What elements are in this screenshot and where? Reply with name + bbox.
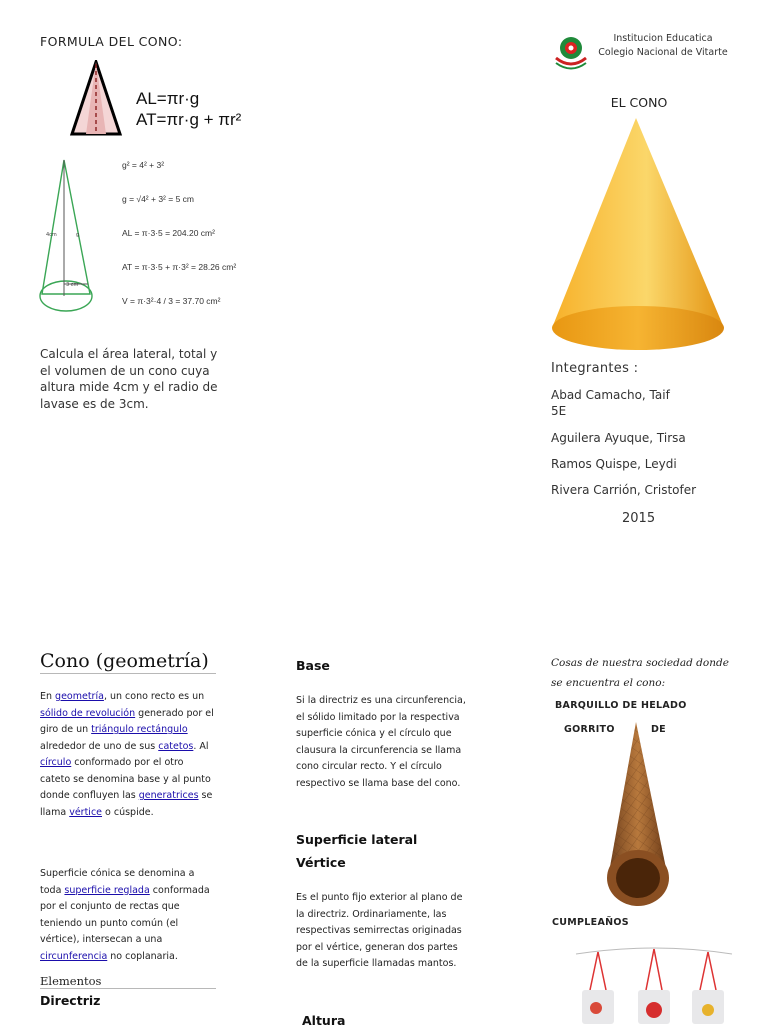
team-heading: Integrantes : — [551, 361, 639, 376]
link-solido-de-revolucion[interactable]: sólido de revolución — [40, 707, 136, 719]
article-paragraph-1 — [40, 689, 216, 821]
school-name — [594, 32, 732, 60]
member-1-grade: 5E — [551, 404, 567, 418]
hat-label-part1: GORRITO — [564, 724, 615, 735]
total-area-formula: AT=πr·g + πr² — [136, 110, 242, 129]
link-generatrices[interactable]: generatrices — [138, 790, 199, 801]
member-3: Ramos Quispe, Leydi — [551, 457, 677, 471]
icecream-label: BARQUILLO DE HELADO — [555, 700, 687, 711]
example-line-4: AT = π·3·5 + π·3² = 28.26 cm² — [122, 262, 237, 272]
problem-text: Calcula el área lateral, total y el volumen de un cono cuya altura mide 4cm y el radio de lavase es de 3cm. — [40, 347, 218, 411]
p1-text: , un cono recto es un — [103, 691, 205, 702]
p2-text: Superficie cónica se denomina a toda — [40, 868, 195, 896]
birthday-hats-icon — [574, 946, 734, 1024]
link-triangulo-rectangulo[interactable]: triángulo rectángulo — [91, 724, 188, 735]
p1-text: . Al — [193, 740, 209, 752]
slant-label: g — [76, 232, 80, 238]
link-circulo[interactable]: círculo — [40, 757, 72, 768]
elements-heading: Elementos — [40, 974, 216, 989]
p1-text: se llama — [40, 790, 213, 818]
worked-example — [122, 148, 236, 318]
member-4: Rivera Carrión, Cristofer — [551, 483, 697, 497]
height-label: 4cm — [46, 232, 57, 238]
link-geometria[interactable]: geometría — [55, 691, 104, 702]
lateral-area-formula: AL=πr·g — [136, 89, 200, 108]
ice-cream-cone-icon — [604, 718, 674, 910]
vertex-text: Es el punto fijo exterior al plano de la directriz. Ordinariamente, las respectivas semirrectas originadas por el vértice, generan dos partes de la superficie llamadas mantos. — [296, 892, 463, 969]
p1-text: o cúspide. — [102, 806, 154, 818]
p1-text: generado por el giro de un — [40, 707, 214, 735]
article-title: Cono (geometría) — [40, 650, 216, 674]
hat-label-part3: CUMPLEAÑOS — [552, 917, 629, 928]
link-superficie-reglada[interactable]: superficie reglada — [64, 884, 150, 896]
year: 2015 — [622, 511, 656, 526]
p2-text: conformada por el conjunto de rectas que teniendo un punto común (el vértice), intersecan a una — [40, 884, 210, 945]
example-line-5: V = π·3²·4 / 3 = 37.70 cm² — [122, 296, 221, 306]
orange-cone-icon — [548, 114, 732, 354]
directriz-heading: Directriz — [40, 993, 101, 1008]
member-2: Aguilera Ayuque, Tirsa — [551, 431, 686, 445]
society-text: Cosas de nuestra sociedad donde se encuentra el cono: — [551, 657, 729, 689]
example-line-3: AL = π·3·5 = 204.20 cm² — [122, 228, 215, 238]
formula-title: FORMULA DEL CONO: — [40, 34, 183, 49]
vertex-heading: Vértice — [296, 855, 346, 870]
cone-title: EL CONO — [610, 95, 668, 110]
lateral-heading: Superficie lateral — [296, 832, 418, 847]
member-1: Abad Camacho, Taif — [551, 388, 670, 402]
example-line-2: g = √4² + 3² = 5 cm — [122, 194, 194, 204]
hat-label-part2: DE — [651, 724, 666, 735]
p2-text: no coplanaria. — [107, 950, 178, 962]
p1-text: En — [40, 691, 56, 702]
article-paragraph-2 — [40, 866, 216, 965]
small-cone-icon — [68, 60, 128, 136]
link-circunferencia[interactable]: circunferencia — [40, 950, 108, 962]
base-heading: Base — [296, 658, 330, 673]
link-vertice[interactable]: vértice — [69, 806, 103, 818]
p1-text: alrededor de uno de sus — [40, 740, 159, 752]
school-line-1: Institucion Educatica — [613, 33, 713, 44]
school-logo-icon — [552, 34, 590, 70]
radius-label: 3 cm — [66, 282, 79, 288]
example-line-1: g² = 4² + 3² — [122, 160, 165, 170]
school-line-2: Colegio Nacional de Vitarte — [598, 47, 728, 58]
p1-text: conformado por el otro cateto se denomina base y al punto donde confluyen las — [40, 757, 211, 801]
height-heading: Altura — [302, 1013, 346, 1028]
link-catetos[interactable]: catetos — [158, 740, 194, 752]
base-text: Si la directriz es una circunferencia, el sólido limitado por la respectiva superficie cónica y el círculo que clausura la circunferencia se llama cono circular recto. Y el círculo respectivo se llama base del cono. — [296, 695, 466, 789]
